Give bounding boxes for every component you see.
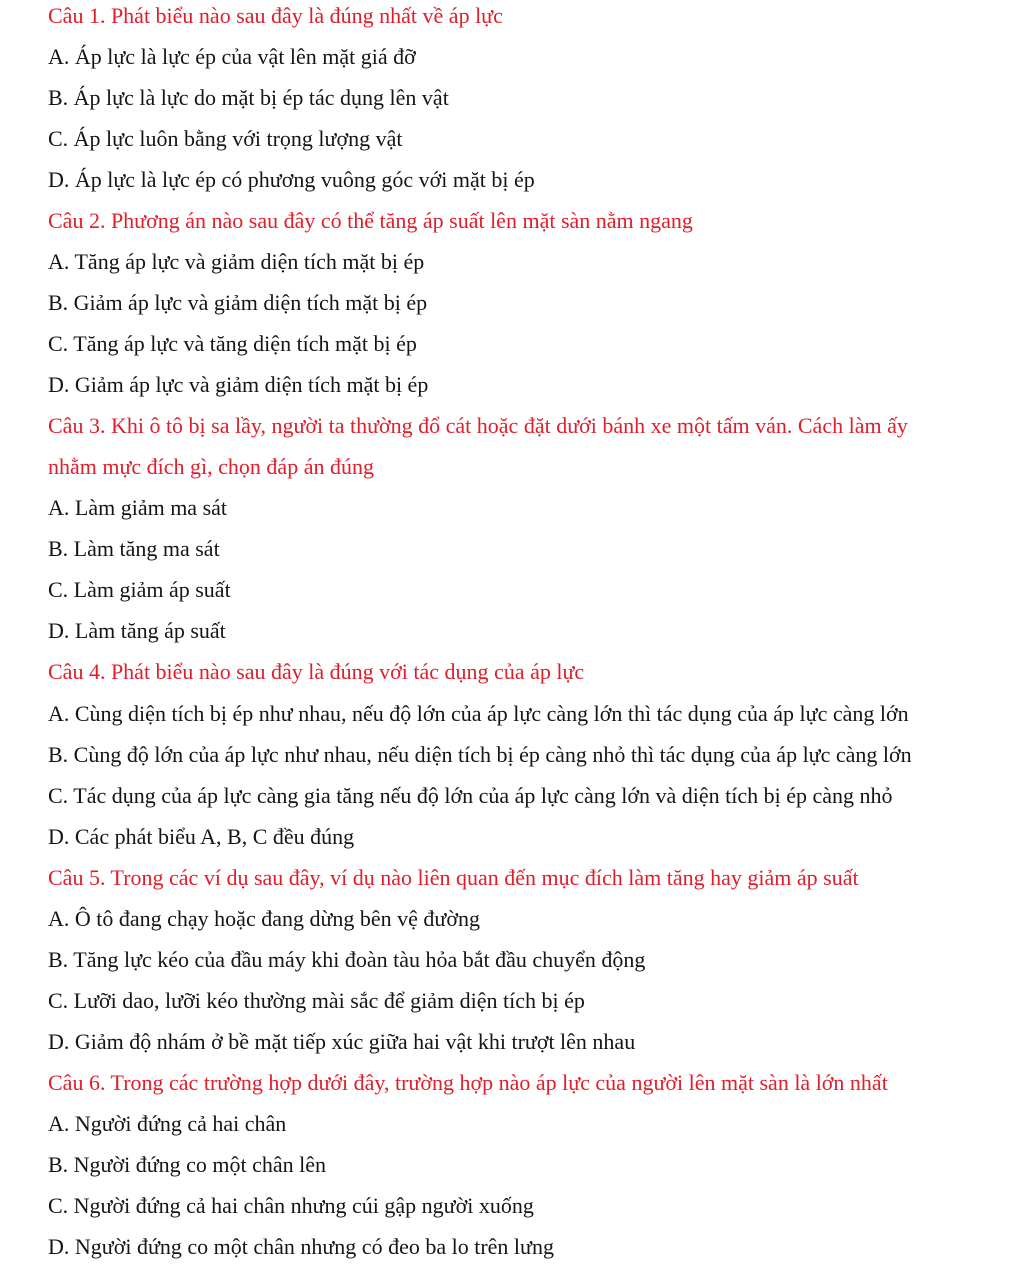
question-2-option-d: D. Giảm áp lực và giảm diện tích mặt bị ép	[48, 372, 429, 397]
question-1-option-c: C. Áp lực luôn bằng với trọng lượng vật	[48, 126, 403, 151]
question-4-option-a: A. Cùng diện tích bị ép như nhau, nếu độ lớn của áp lực càng lớn thì tác dụng của áp lực càng lớn	[48, 701, 909, 726]
question-3-title-line-2: nhằm mực đích gì, chọn đáp án đúng	[48, 454, 374, 479]
question-1-title: Câu 1. Phát biểu nào sau đây là đúng nhất về áp lực	[48, 3, 503, 28]
question-4-option-d: D. Các phát biểu A, B, C đều đúng	[48, 824, 355, 849]
question-3-option-a: A. Làm giảm ma sát	[48, 495, 228, 520]
question-2-option-c: C. Tăng áp lực và tăng diện tích mặt bị ép	[48, 331, 417, 356]
question-2-option-b: B. Giảm áp lực và giảm diện tích mặt bị ép	[48, 290, 428, 315]
question-4-option-b: B. Cùng độ lớn của áp lực như nhau, nếu diện tích bị ép càng nhỏ thì tác dụng của áp lực càng lớn	[48, 742, 912, 767]
question-5-option-a: A. Ô tô đang chạy hoặc đang dừng bên vệ đường	[48, 906, 480, 931]
question-3-option-b: B. Làm tăng ma sát	[48, 536, 220, 561]
question-3-option-c: C. Làm giảm áp suất	[48, 577, 231, 602]
question-6-option-b: B. Người đứng co một chân lên	[48, 1152, 327, 1177]
question-1-option-b: B. Áp lực là lực do mặt bị ép tác dụng lên vật	[48, 85, 449, 110]
question-6-option-d: D. Người đứng co một chân nhưng có đeo ba lo trên lưng	[48, 1234, 554, 1259]
question-1-option-a: A. Áp lực là lực ép của vật lên mặt giá đỡ	[48, 44, 416, 69]
cropped-next-line	[48, 1272, 968, 1280]
question-6-title: Câu 6. Trong các trường hợp dưới đây, trường hợp nào áp lực của người lên mặt sàn là lớn nhất	[48, 1070, 888, 1095]
question-3-option-d: D. Làm tăng áp suất	[48, 618, 226, 643]
question-5-option-b: B. Tăng lực kéo của đầu máy khi đoàn tàu hỏa bắt đầu chuyển động	[48, 947, 646, 972]
question-5-option-c: C. Lưỡi dao, lưỡi kéo thường mài sắc để giảm diện tích bị ép	[48, 988, 585, 1013]
question-3-title-line-1: Câu 3. Khi ô tô bị sa lầy, người ta thường đổ cát hoặc đặt dưới bánh xe một tấm ván. Cách làm ấy	[48, 413, 908, 438]
question-4-option-c: C. Tác dụng của áp lực càng gia tăng nếu độ lớn của áp lực càng lớn và diện tích bị ép càng nhỏ	[48, 783, 893, 808]
question-4-title: Câu 4. Phát biểu nào sau đây là đúng với tác dụng của áp lực	[48, 659, 585, 684]
question-2-title: Câu 2. Phương án nào sau đây có thể tăng áp suất lên mặt sàn nằm ngang	[48, 208, 693, 233]
question-6-option-a: A. Người đứng cả hai chân	[48, 1111, 287, 1136]
question-2-option-a: A. Tăng áp lực và giảm diện tích mặt bị ép	[48, 249, 425, 274]
question-5-option-d: D. Giảm độ nhám ở bề mặt tiếp xúc giữa hai vật khi trượt lên nhau	[48, 1029, 636, 1054]
question-1-option-d: D. Áp lực là lực ép có phương vuông góc với mặt bị ép	[48, 167, 535, 192]
question-6-option-c: C. Người đứng cả hai chân nhưng cúi gập người xuống	[48, 1193, 534, 1218]
question-5-title: Câu 5. Trong các ví dụ sau đây, ví dụ nào liên quan đến mục đích làm tăng hay giảm áp suất	[48, 865, 859, 890]
